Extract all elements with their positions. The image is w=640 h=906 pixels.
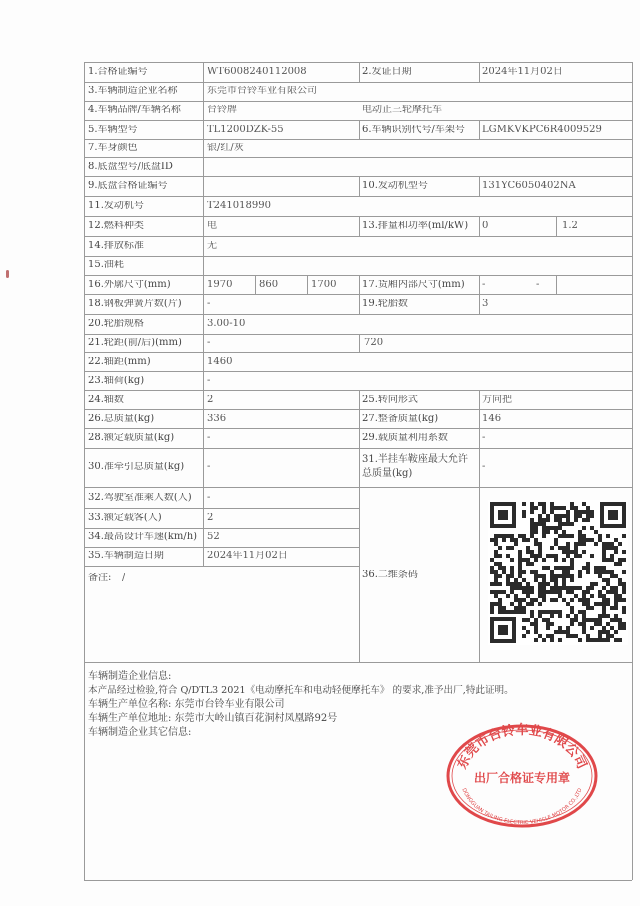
label-track-width: 21.轮距(前/后)(mm) [88, 338, 182, 348]
value-body-color: 银/红/灰 [207, 143, 244, 153]
label-wheelbase: 22.轴距(mm) [88, 357, 151, 367]
label-engine-number: 11.发动机号 [88, 201, 144, 211]
value-displacement: 0 [482, 221, 489, 231]
value-certificate-number: WT6008240112008 [207, 67, 307, 77]
value-engine-number: T241018990 [207, 201, 271, 211]
value-length: 1970 [207, 280, 233, 290]
label-saddle-mass: 31.半挂车鞍座最大允许总质量(kg) [362, 454, 468, 479]
label-towing-mass: 30.准牵引总质量(kg) [88, 462, 185, 472]
label-chassis-model: 8.底盘型号/底盘ID [88, 162, 173, 172]
value-fuel-type: 电 [207, 221, 217, 231]
svg-text:东莞市台铃车业有限公司: 东莞市台铃车业有限公司 [454, 723, 590, 772]
value-vehicle-model: TL1200DZK-55 [207, 125, 284, 135]
label-emission-standard: 14.排放标准 [88, 241, 144, 251]
label-rated-load: 28.额定载质量(kg) [88, 433, 175, 443]
value-track-rear: 720 [364, 338, 384, 348]
label-engine-model: 10.发动机型号 [362, 181, 428, 191]
footer-heading: 车辆制造企业信息: [88, 671, 172, 682]
label-max-speed: 34.最高设计车速(km/h) [88, 532, 198, 542]
label-load-coefficient: 29.载质量利用系数 [362, 433, 448, 443]
value-rated-passengers: 2 [207, 513, 214, 523]
label-displacement-power: 13.排量和功率(ml/kW) [362, 221, 469, 231]
value-vehicle-name: 电动正三轮摩托车 [362, 105, 442, 115]
value-track-front: - [207, 338, 211, 348]
value-height: 1700 [311, 280, 337, 290]
value-axle-load: - [207, 376, 211, 386]
label-vehicle-model: 5.车辆型号 [88, 125, 138, 135]
value-manufacture-date: 2024年11月02日 [207, 551, 288, 561]
value-towing-mass: - [207, 462, 211, 472]
value-tire-spec: 3.00-10 [207, 319, 246, 329]
label-issue-date: 2.发证日期 [362, 67, 412, 77]
value-engine-model: 131YC6050402NA [482, 181, 576, 191]
label-manufacture-date: 35.车辆制造日期 [88, 551, 164, 561]
label-tire-count: 19.轮胎数 [362, 299, 408, 309]
value-cargo-dim-b: - [536, 280, 540, 290]
value-steering-type: 方向把 [482, 395, 512, 405]
label-rated-passengers: 33.额定载客(人) [88, 513, 162, 523]
footer-compliance-statement: 本产品经过检验,符合 Q/DTL3 2021《电动摩托车和电动轻便摩托车》 的要求,准予出厂,特此证明。 [88, 685, 514, 696]
label-axle-load: 23.轴荷(kg) [88, 376, 145, 386]
ink-speck [6, 270, 9, 278]
value-cab-passengers: - [207, 493, 211, 503]
value-gross-mass: 336 [207, 414, 227, 424]
qr-code-image [488, 500, 628, 645]
svg-text:DONGGUAN TAILING ELECTRIC VEHI: DONGGUAN TAILING ELECTRIC VEHICLE MOTOR CO.,LTD [460, 787, 584, 827]
label-steering-type: 25.转向形式 [362, 395, 418, 405]
svg-text:出厂合格证专用章: 出厂合格证专用章 [473, 771, 571, 785]
label-body-color: 7.车身颜色 [88, 143, 138, 153]
value-cargo-dim-a: - [482, 280, 486, 290]
value-manufacturer: 东莞市台铃车业有限公司 [207, 86, 317, 96]
value-tire-count: 3 [482, 299, 489, 309]
label-fuel-consumption: 15.油耗 [88, 260, 124, 270]
value-emission-standard: 无 [207, 241, 217, 251]
value-brand: 台铃牌 [207, 105, 237, 115]
company-seal-stamp [442, 718, 602, 828]
value-issue-date: 2024年11月02日 [482, 67, 563, 77]
footer-producer-address: 车辆生产单位地址: 东莞市大岭山镇百花洞村凤凰路92号 [88, 713, 338, 724]
label-manufacturer: 3.车辆制造企业名称 [88, 86, 178, 96]
value-power: 1.2 [562, 221, 578, 231]
footer-other-info: 车辆制造企业其它信息: [88, 727, 192, 738]
label-cab-passengers: 32.驾驶室准乘人数(人) [88, 493, 192, 503]
label-vin: 6.车辆识别代号/车架号 [362, 125, 465, 135]
value-max-speed: 52 [207, 532, 220, 542]
label-certificate-number: 1.合格证编号 [88, 67, 148, 77]
value-width: 860 [259, 280, 279, 290]
label-overall-dimensions: 16.外廓尺寸(mm) [88, 280, 171, 290]
label-chassis-cert: 9.底盘合格证编号 [88, 181, 168, 191]
label-brand-name: 4.车辆品牌/车辆名称 [88, 105, 181, 115]
value-wheelbase: 1460 [207, 357, 233, 367]
value-rated-load: - [207, 433, 211, 443]
label-qr-code: 36.二维条码 [362, 570, 418, 580]
label-curb-mass: 27.整备质量(kg) [362, 414, 439, 424]
label-fuel-type: 12.燃料种类 [88, 221, 144, 231]
label-cargo-dimensions: 17.货厢内部尺寸(mm) [362, 280, 465, 290]
value-curb-mass: 146 [482, 414, 502, 424]
label-gross-mass: 26.总质量(kg) [88, 414, 155, 424]
label-tire-spec: 20.轮胎规格 [88, 319, 144, 329]
label-leaf-springs: 18.钢板弹簧片数(片) [88, 299, 182, 309]
value-axle-count: 2 [207, 395, 214, 405]
value-remarks: / [122, 573, 126, 583]
value-vin: LGMKVKPC6R4009529 [482, 125, 602, 135]
label-remarks: 备注: [88, 573, 112, 583]
label-axle-count: 24.轴数 [88, 395, 124, 405]
value-saddle-mass: - [482, 462, 486, 472]
footer-producer-name: 车辆生产单位名称: 东莞市台铃车业有限公司 [88, 699, 285, 710]
value-leaf-springs: - [207, 299, 211, 309]
value-load-coefficient: - [482, 433, 486, 443]
